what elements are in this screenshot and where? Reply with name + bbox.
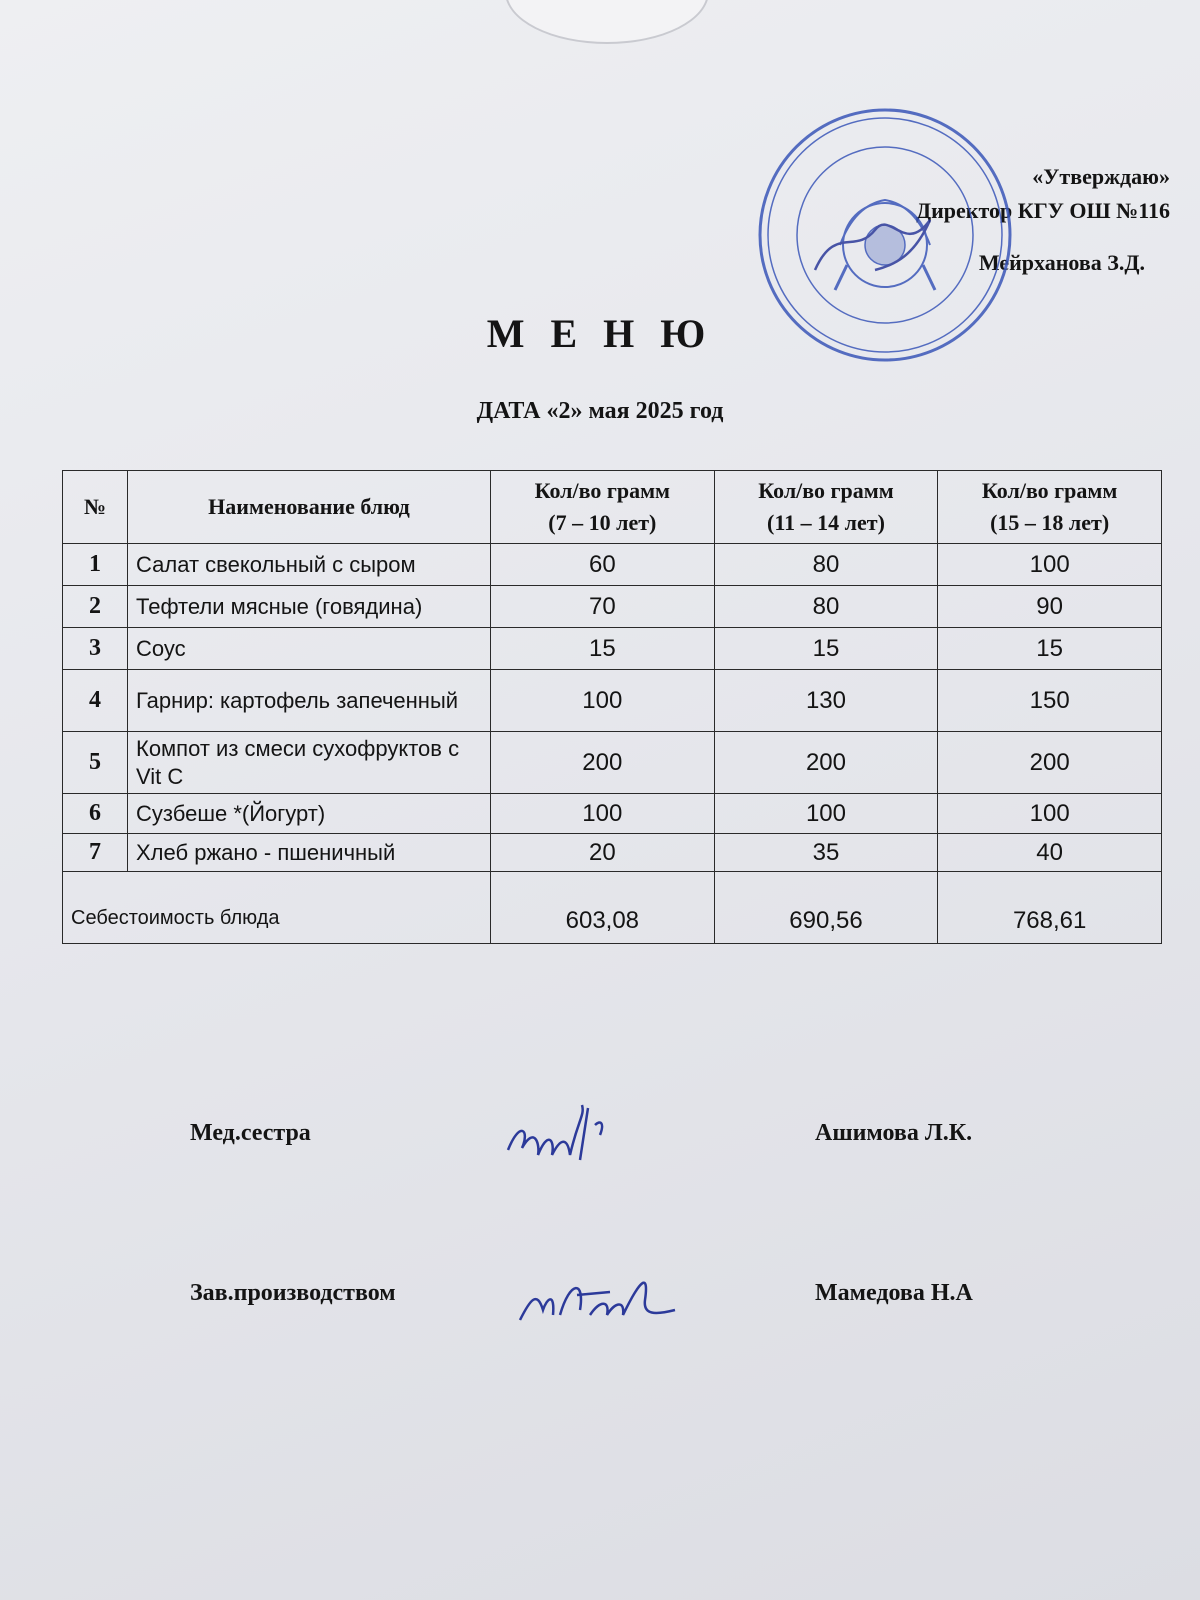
grams-7-10: 200	[491, 732, 715, 794]
page-title: М Е Н Ю	[486, 311, 714, 356]
header-grams-7-10	[491, 471, 715, 544]
header-grams-11-14	[714, 471, 938, 544]
menu-table	[62, 470, 1162, 944]
header-grams-label: Кол/во грамм	[981, 478, 1118, 503]
grams-15-18: 100	[938, 794, 1162, 834]
grams-11-14: 200	[714, 732, 938, 794]
cost-label: Себестоимость блюда	[63, 872, 491, 944]
dish-name: Гарнир: картофель запеченный	[128, 670, 491, 732]
grams-15-18: 40	[938, 834, 1162, 872]
table-row	[63, 628, 1162, 670]
table-row	[63, 586, 1162, 628]
dish-name: Тефтели мясные (говядина)	[128, 586, 491, 628]
signature-row-production-manager	[0, 1260, 1200, 1330]
grams-7-10: 60	[491, 544, 715, 586]
grams-7-10: 15	[491, 628, 715, 670]
cost-11-14: 690,56	[714, 872, 938, 944]
signature-row-nurse	[0, 1100, 1200, 1170]
menu-date: ДАТА «2» мая 2025 год	[476, 398, 724, 424]
dish-name: Сузбеше *(Йогурт)	[128, 794, 491, 834]
row-number: 5	[63, 732, 128, 794]
header-age-range: (7 – 10 лет)	[548, 510, 657, 535]
grams-15-18: 15	[938, 628, 1162, 670]
header-age-range: (11 – 14 лет)	[767, 510, 885, 535]
grams-11-14: 15	[714, 628, 938, 670]
row-number: 6	[63, 794, 128, 834]
cost-row	[63, 872, 1162, 944]
header-grams-label: Кол/во грамм	[534, 478, 671, 503]
table-header-row	[63, 471, 1162, 544]
header-grams-label: Кол/во грамм	[758, 478, 894, 503]
signature-name: Ашимова Л.К.	[815, 1120, 973, 1146]
grams-11-14: 35	[714, 834, 938, 872]
cost-15-18: 768,61	[938, 872, 1162, 944]
row-number: 3	[63, 628, 128, 670]
grams-7-10: 20	[491, 834, 715, 872]
cost-7-10: 603,08	[491, 872, 715, 944]
dish-name: Хлеб ржано - пшеничный	[128, 834, 491, 872]
grams-15-18: 150	[938, 670, 1162, 732]
grams-11-14: 130	[714, 670, 938, 732]
grams-15-18: 100	[938, 544, 1162, 586]
approval-heading: «Утверждаю»	[1032, 164, 1170, 189]
header-grams-15-18	[938, 471, 1162, 544]
row-number: 2	[63, 586, 128, 628]
grams-11-14: 100	[714, 794, 938, 834]
signature-role: Зав.производством	[190, 1280, 396, 1306]
header-num: №	[63, 471, 128, 544]
paper-punch-hole	[505, 0, 709, 44]
grams-7-10: 100	[491, 670, 715, 732]
grams-11-14: 80	[714, 544, 938, 586]
table-row	[63, 544, 1162, 586]
row-number: 1	[63, 544, 128, 586]
row-number: 4	[63, 670, 128, 732]
approval-position: Директор КГУ ОШ №116	[916, 198, 1170, 223]
grams-15-18: 90	[938, 586, 1162, 628]
grams-7-10: 100	[491, 794, 715, 834]
table-row	[63, 794, 1162, 834]
grams-7-10: 70	[491, 586, 715, 628]
signature-role: Мед.сестра	[190, 1120, 311, 1146]
approval-name: Мейрханова З.Д.	[978, 250, 1145, 275]
nurse-signature-icon	[500, 1100, 610, 1170]
table-row	[63, 732, 1162, 794]
signature-name: Мамедова Н.А	[815, 1280, 973, 1306]
dish-name: Салат свекольный с сыром	[128, 544, 491, 586]
row-number: 7	[63, 834, 128, 872]
dish-name: Соус	[128, 628, 491, 670]
dish-name: Компот из смеси сухофруктов с Vit C	[128, 732, 491, 794]
table-row	[63, 834, 1162, 872]
table-row	[63, 670, 1162, 732]
manager-signature-icon	[515, 1260, 695, 1330]
grams-11-14: 80	[714, 586, 938, 628]
header-age-range: (15 – 18 лет)	[990, 510, 1110, 535]
grams-15-18: 200	[938, 732, 1162, 794]
header-dish: Наименование блюд	[128, 471, 491, 544]
